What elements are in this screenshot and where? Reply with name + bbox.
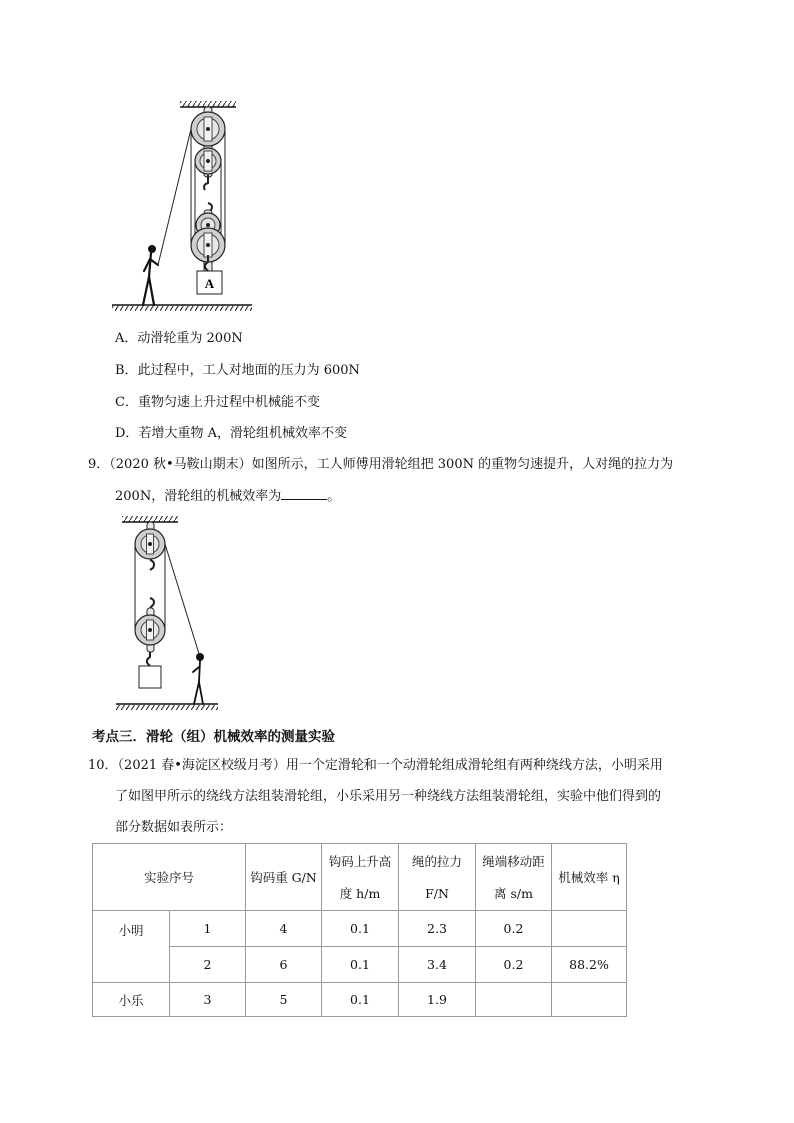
header-height: 钩码上升高 度 h/m: [322, 844, 399, 911]
table-header-row: [93, 844, 627, 911]
ceiling-hatch: [122, 516, 178, 522]
question-9-line-2: [115, 487, 340, 506]
ceiling-hatch: [180, 101, 236, 107]
option-a: [115, 330, 243, 348]
group-xiaole: 小乐: [93, 983, 170, 1017]
worker-figure: [193, 653, 204, 704]
pulley-figure-1: [100, 95, 270, 315]
option-d: [115, 425, 347, 443]
question-10-line-1: 10．（2021 春•海淀区校级月考）用一个定滑轮和一个动滑轮组成滑轮组有两种绕线方法，小明采用: [88, 758, 663, 773]
cell-h: 0.1: [322, 947, 399, 983]
option-text: 此过程中，工人对地面的压力为 600N: [137, 363, 360, 378]
header-distance: 绳端移动距 离 s/m: [476, 844, 552, 911]
header-seq: 实验序号: [93, 844, 246, 911]
answer-blank[interactable]: [281, 487, 327, 500]
cell-s[interactable]: [476, 983, 552, 1017]
cell-s: 0.2: [476, 947, 552, 983]
question-9-line-1: 9．（2020 秋•马鞍山期末）如图所示，工人师傅用滑轮组把 300N 的重物匀速提升，人对绳的拉力为: [88, 457, 674, 472]
load-block-label: A: [204, 276, 215, 291]
option-letter: C．: [115, 395, 138, 410]
load-block: [139, 666, 161, 688]
cell-s: 0.2: [476, 911, 552, 947]
ground-hatch: [116, 705, 218, 710]
cell-f: 3.4: [399, 947, 476, 983]
question-9-period: 。: [327, 489, 341, 504]
cell-n: 2: [170, 947, 246, 983]
question-10-line-2: 了如图甲所示的绕线方法组装滑轮组，小乐采用另一种绕线方法组装滑轮组，实验中他们得到的: [115, 789, 662, 804]
option-letter: B．: [115, 363, 138, 378]
header-weight: 钩码重 G/N: [246, 844, 322, 911]
pull-rope: [158, 129, 191, 265]
option-c: [115, 394, 320, 412]
option-letter: D．: [115, 426, 139, 441]
cell-eta[interactable]: [552, 983, 627, 1017]
option-text: 重物匀速上升过程中机械能不变: [137, 395, 320, 410]
cell-h: 0.1: [322, 911, 399, 947]
group-xiaoming: 小明: [93, 911, 170, 983]
cell-h: 0.1: [322, 983, 399, 1017]
cell-f: 1.9: [399, 983, 476, 1017]
option-b: [115, 362, 360, 380]
option-text: 若增大重物 A，滑轮组机械效率不变: [138, 426, 347, 441]
cell-eta[interactable]: [552, 911, 627, 947]
question-9-text: 200N，滑轮组的机械效率为: [115, 489, 282, 504]
option-text: 动滑轮重为 200N: [137, 331, 243, 346]
cell-n: 3: [170, 983, 246, 1017]
cell-g: 6: [246, 947, 322, 983]
pull-rope: [165, 544, 200, 657]
experiment-table: [92, 843, 627, 1017]
header-efficiency: 机械效率 η: [552, 844, 627, 911]
cell-eta: 88.2%: [552, 947, 627, 983]
table-row: [93, 911, 627, 947]
question-10-line-3: 部分数据如表所示：: [115, 820, 233, 835]
cell-n: 1: [170, 911, 246, 947]
fixed-pulley-lower: [195, 148, 221, 174]
header-force: 绳的拉力 F/N: [399, 844, 476, 911]
section-heading: 考点三．滑轮（组）机械效率的测量实验: [92, 729, 335, 745]
fixed-pulley-upper: [191, 112, 225, 146]
fixed-pulley: [135, 529, 165, 559]
ground-hatch: [112, 306, 252, 311]
movable-pulley: [135, 615, 165, 645]
table-row: [93, 983, 627, 1017]
worker-figure: [143, 245, 158, 305]
cell-g: 5: [246, 983, 322, 1017]
cell-f: 2.3: [399, 911, 476, 947]
table-row: [93, 947, 627, 983]
cell-g: 4: [246, 911, 322, 947]
pulley-figure-2: [110, 512, 230, 717]
option-letter: A．: [115, 331, 138, 346]
